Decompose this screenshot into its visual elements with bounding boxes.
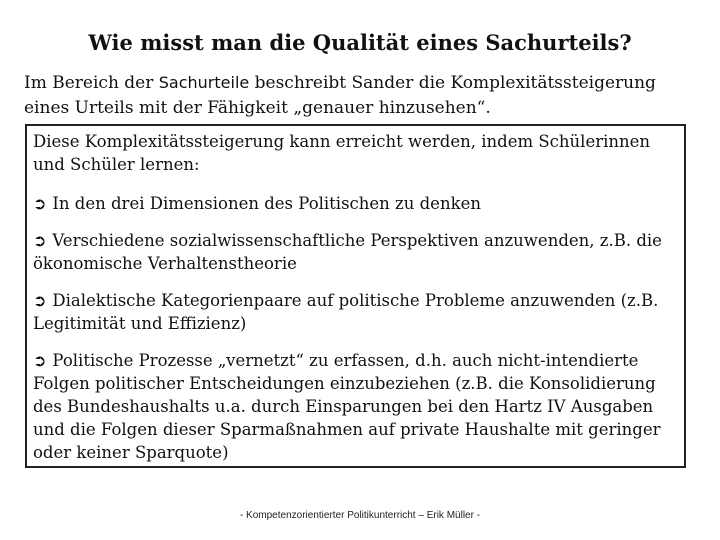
right-arrow-icon: ➲ [33, 351, 47, 370]
bullet-text-4: Politische Prozesse „vernetzt“ zu erfassen, d.h. auch nicht-intendierte Folgen politischer Entscheidungen einzubeziehen (z.B. die Konsolidierung des Bundeshaushalts u.a. durch Einsparungen bei den Hartz IV Ausgaben und die Folgen dieser Sparmaßnahmen auf private Haushalte mit geringer oder keiner Sparquote) [33, 351, 661, 462]
bullet-text-2: Verschiedene sozialwissenschaftliche Perspektiven anzuwenden, z.B. die ökonomische Verhaltenstheorie [33, 231, 662, 273]
bullet-item-3 [33, 289, 678, 335]
box-lead-text: Diese Komplexitätssteigerung kann erreicht werden, indem Schülerinnen und Schüler lernen: [33, 132, 651, 174]
intro-paragraph [24, 70, 700, 121]
intro-text-end: beschreibt Sander die Komplexitätssteigerung eines Urteils mit der Fähigkeit „genauer hinzusehen“. [24, 73, 656, 118]
intro-text-start: Im Bereich der [24, 73, 159, 93]
bullet-item-2 [33, 229, 678, 275]
bullet-text-1: In den drei Dimensionen des Politischen zu denken [52, 194, 481, 213]
bullet-item-1 [33, 192, 678, 215]
bullet-item-4 [33, 349, 678, 464]
slide-title: Wie misst man die Qualität eines Sachurteils? [88, 30, 632, 55]
slide-footer: - Kompetenzorientierter Politikunterricht – Erik Müller - [239, 510, 481, 521]
bullet-text-3: Dialektische Kategorienpaare auf politische Probleme anzuwenden (z.B. Legitimität und Effizienz) [33, 291, 659, 333]
framed-text-box [25, 124, 686, 468]
right-arrow-icon: ➲ [33, 291, 47, 310]
intro-emphasis: Sachurteile [158, 73, 250, 92]
right-arrow-icon: ➲ [33, 194, 47, 213]
right-arrow-icon: ➲ [33, 231, 47, 250]
